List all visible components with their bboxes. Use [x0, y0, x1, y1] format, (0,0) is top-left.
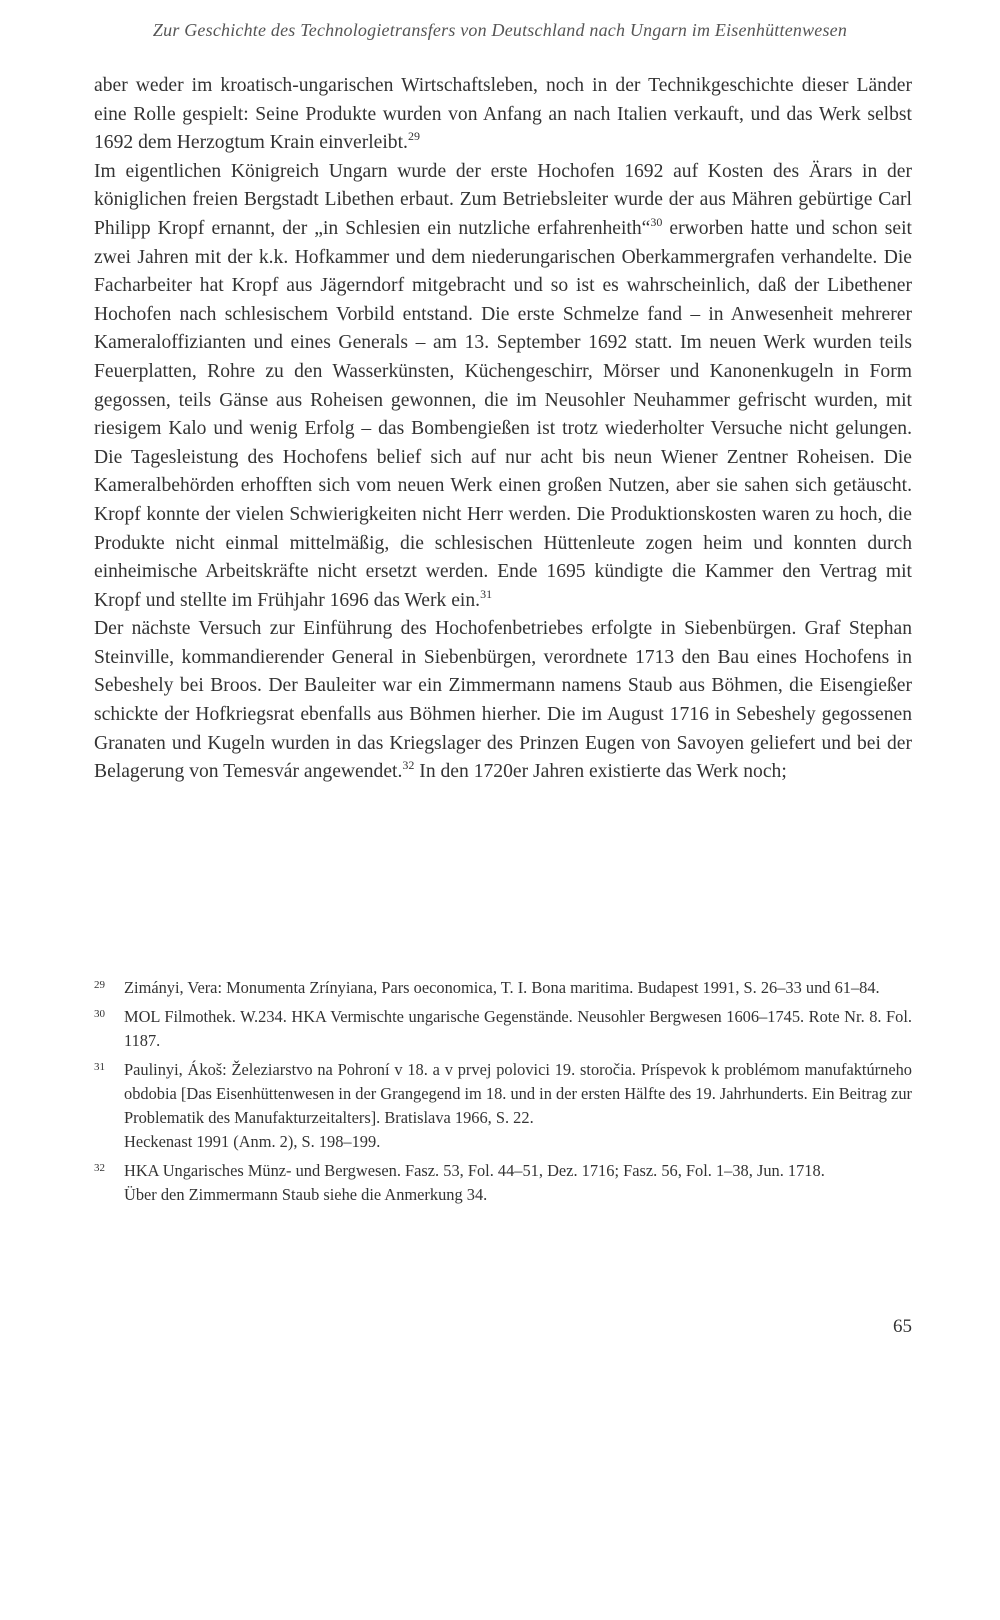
- footnote-text: Zimányi, Vera: Monumenta Zrínyiana, Pars oeconomica, T. I. Bona maritima. Budapest 1991, S. 26–33 und 61–84.: [124, 978, 880, 997]
- footnote-number: 30: [94, 1008, 105, 1020]
- footnote: [94, 1058, 912, 1154]
- footnote-reference: 32: [402, 758, 415, 773]
- paragraph: [94, 158, 912, 616]
- footnote-text: Paulinyi, Ákoš: Železiarstvo na Pohroní v 18. a v prvej polovici 19. storočia. Príspevok k problémom manufaktúrneho obdobia [Das Eisenhüttenwesen in der Grangegend im 18. und in der ersten Hälfte des 19. Jahrhunderts. Ein Beitrag zur Problematik des Manufakturzeitalters]. Bratislava 1966, S. 22.: [124, 1060, 912, 1127]
- running-head: Zur Geschichte des Technologietransfers von Deutschland nach Ungarn im Eisenhüttenwesen: [152, 20, 848, 40]
- footnote-number: 32: [94, 1162, 105, 1174]
- footnote-number: 31: [94, 1061, 105, 1073]
- body-text: [94, 72, 912, 787]
- footnote: [94, 976, 912, 1000]
- text-segment: Im eigentlichen Königreich Ungarn wurde der erste Hochofen 1692 auf Kosten des Ärars in der königlichen freien Bergstadt Libethen erbaut. Zum Betriebsleiter wurde der aus Mähren gebürtige Carl Philipp Kropf ernannt, der „in Schlesien ein nutzliche erfahrenheith“: [94, 160, 912, 239]
- footnote-reference: 30: [650, 214, 663, 229]
- footnote: [94, 1005, 912, 1053]
- footnote-reference: 29: [407, 129, 420, 144]
- footnotes: [94, 976, 912, 1212]
- paragraph: [94, 615, 912, 787]
- footnote-text: MOL Filmothek. W.234. HKA Vermischte ungarische Gegenstände. Neusohler Bergwesen 1606–1745. Rote Nr. 8. Fol. 1187.: [124, 1007, 912, 1050]
- text-segment: In den 1720er Jahren existierte das Werk noch;: [414, 761, 787, 783]
- text-segment: aber weder im kroatisch-ungarischen Wirtschaftsleben, noch in der Technikgeschichte dieser Länder eine Rolle gespielt: Seine Produkte wurden von Anfang an nach Italien verkauft, und das Werk selbst 1692 dem Herzogtum Krain einverleibt.: [94, 75, 912, 154]
- footnote-reference: 31: [480, 586, 493, 601]
- footnote-text: Heckenast 1991 (Anm. 2), S. 198–199.: [124, 1132, 381, 1151]
- paragraph: [94, 72, 912, 158]
- text-segment: erworben hatte und schon seit zwei Jahren mit der k.k. Hofkammer und dem niederungarischen Oberkammergrafen verhandelte. Die Facharbeiter hat Kropf aus Jägerndorf mitgebracht und so ist es wahrscheinlich, daß der Libethener Hochofen nach schlesischem Vorbild entstand. Die erste Schmelze fand – in Anwesenheit mehrerer Kameraloffizianten und eines Generals – am 13. September 1692 statt. Im neuen Werk wurden teils Feuerplatten, Rohre zu den Wasserkünsten, Küchengeschirr, Mörser und Kanonenkugeln in Form gegossen, teils Gänse aus Roheisen gewonnen, die im Neusohler Neuhammer gefrischt wurden, mit riesigem Kalo und wenig Erfolg – das Bombengießen ist trotz wiederholter Versuche nicht gelungen. Die Tagesleistung des Hochofens belief sich auf nur acht bis neun Wiener Zentner Roheisen. Die Kameralbehörden erhofften sich vom neuen Werk einen großen Nutzen, aber sie sahen sich getäuscht. Kropf konnte der vielen Schwierigkeiten nicht Herr werden. Die Produktionskosten waren zu hoch, die Produkte nicht einmal mittelmäßig, die schlesischen Hüttenleute zogen heim und konnten durch einheimische Arbeitskräfte nicht ersetzt werden. Ende 1695 kündigte die Kammer den Vertrag mit Kropf und stellte im Frühjahr 1696 das Werk ein.: [94, 217, 912, 611]
- footnote-number: 29: [94, 979, 105, 991]
- text-segment: Der nächste Versuch zur Einführung des Hochofenbetriebes erfolgte in Siebenbürgen. Graf Stephan Steinville, kommandierender General in Siebenbürgen, verordnete 1713 den Bau eines Hochofens in Sebeshely bei Broos. Der Bauleiter war ein Zimmermann namens Staub aus Böhmen, die Eisengießer schickte der Hofkriegsrat ebenfalls aus Böhmen hierher. Die im August 1716 in Sebeshely gegossenen Granaten und Kugeln wurden in das Kriegslager des Prinzen Eugen von Savoyen geliefert und bei der Belagerung von Temesvár angewendet.: [94, 618, 912, 783]
- footnote-text: Über den Zimmermann Staub siehe die Anmerkung 34.: [124, 1185, 488, 1204]
- footnote: [94, 1159, 912, 1207]
- page-number: 65: [893, 1316, 912, 1337]
- footnote-text: HKA Ungarisches Münz- und Bergwesen. Fasz. 53, Fol. 44–51, Dez. 1716; Fasz. 56, Fol. 1–38, Jun. 1718.: [124, 1161, 825, 1180]
